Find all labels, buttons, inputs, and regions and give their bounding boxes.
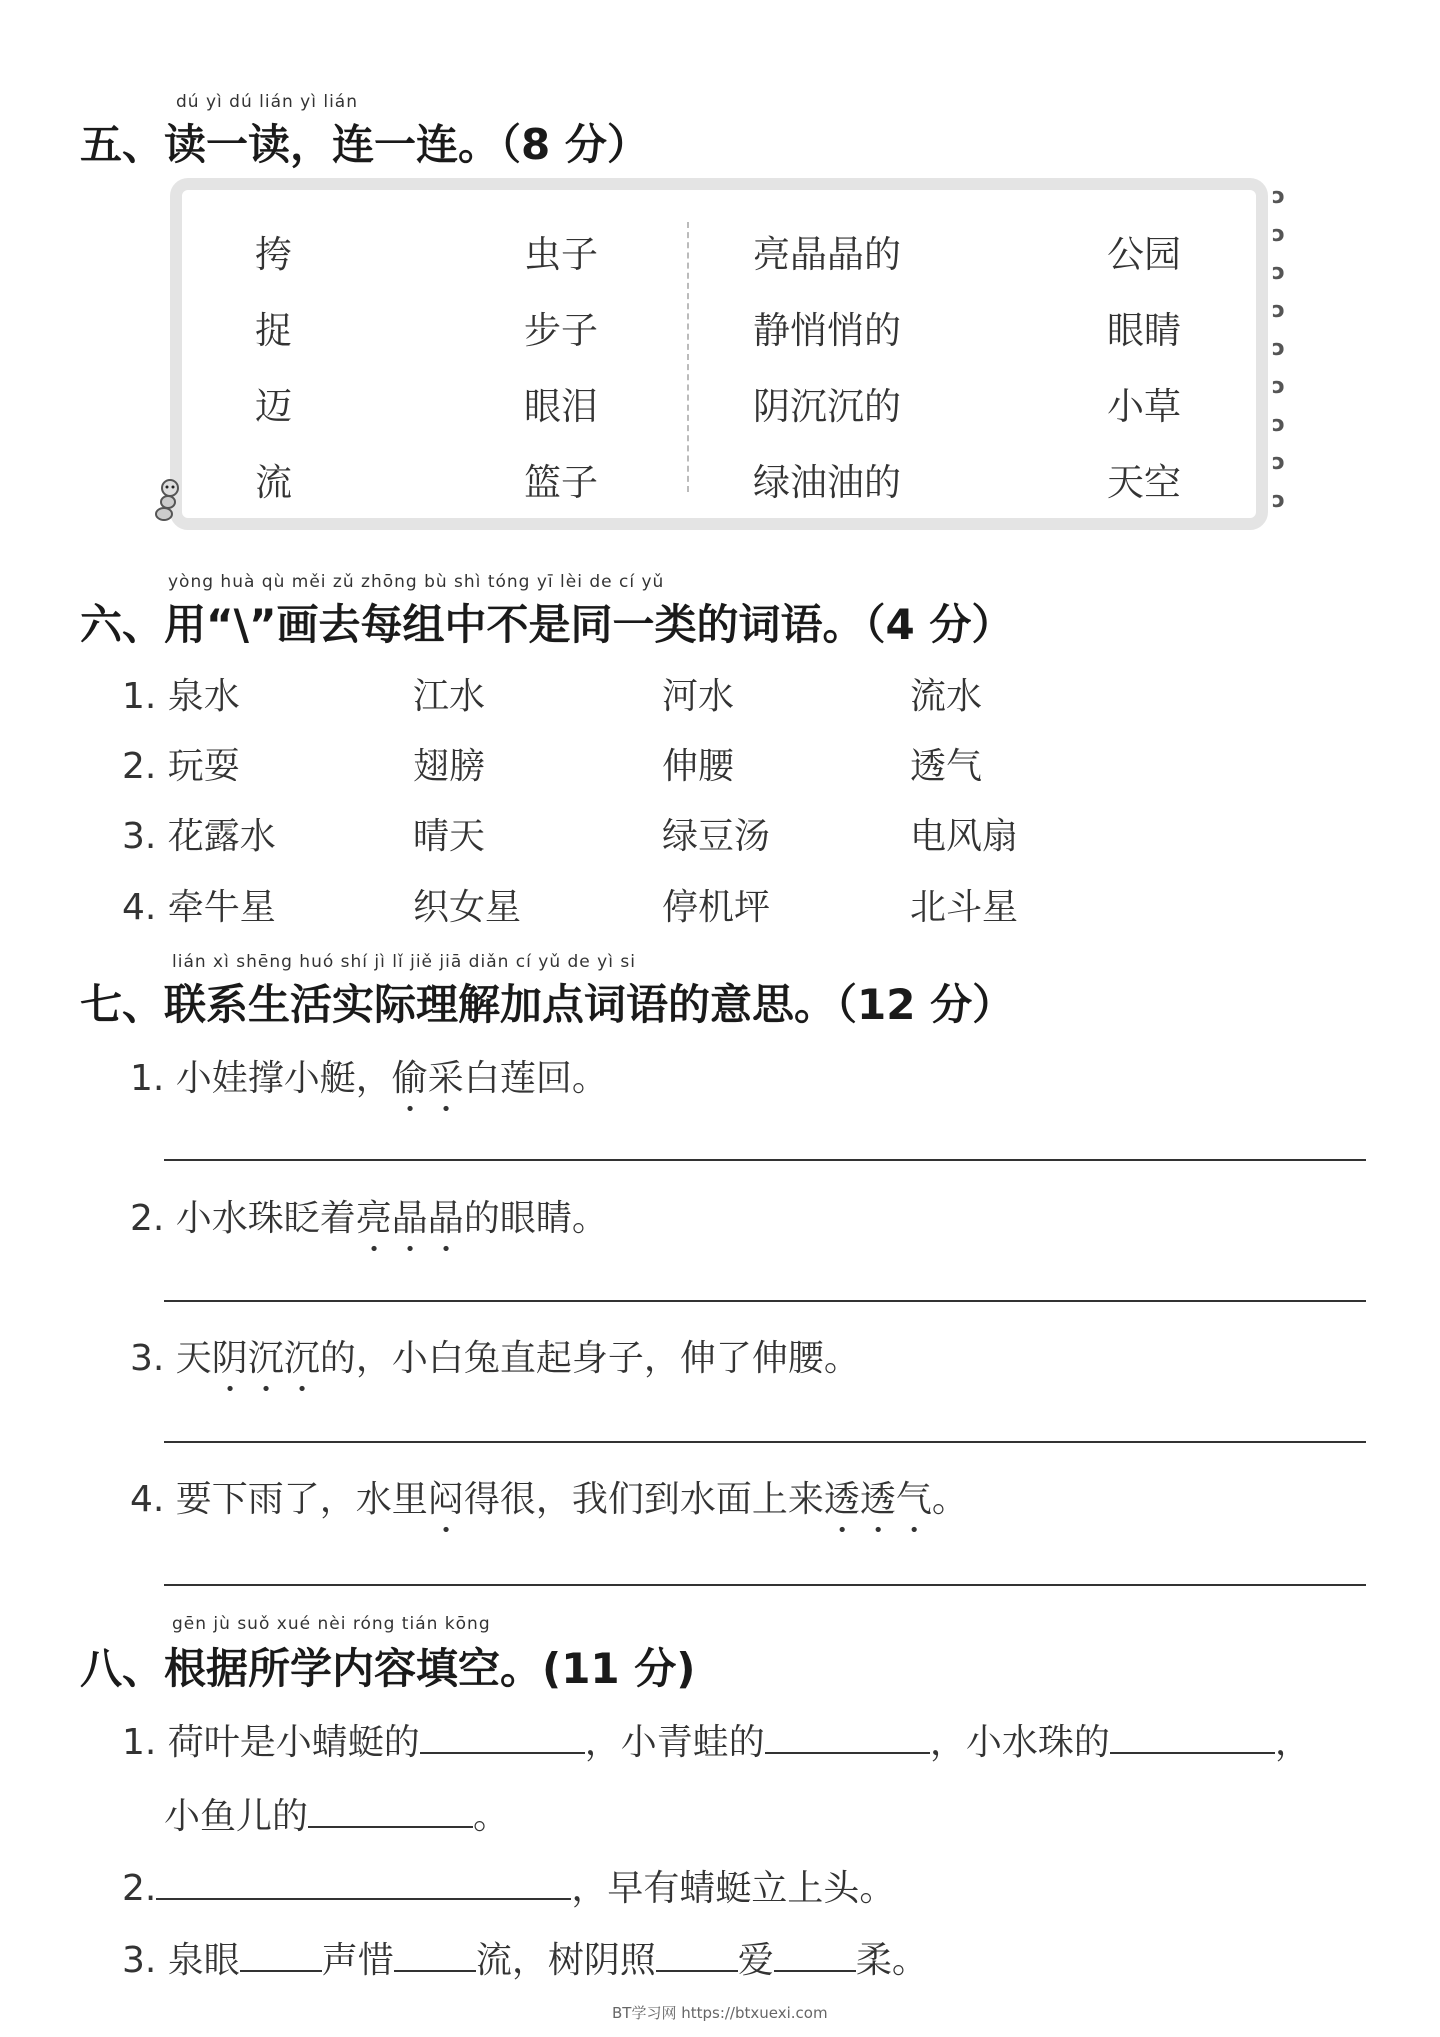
group-word[interactable]: 晴天: [413, 816, 486, 857]
match-word[interactable]: 静悄悄的: [753, 309, 901, 352]
blank[interactable]: [420, 1722, 585, 1754]
answer-line-4[interactable]: [164, 1584, 1366, 1586]
spiral-ring-icon: ɔ: [1272, 298, 1286, 323]
item-text: 2. 小水珠眨着: [130, 1198, 356, 1239]
blank[interactable]: [394, 1940, 476, 1972]
item-text: 声惜: [321, 1940, 394, 1981]
group-word-first[interactable]: 2. 玩耍: [122, 746, 240, 787]
answer-line-2[interactable]: [164, 1300, 1366, 1302]
spiral-ring-icon: ɔ: [1272, 374, 1286, 399]
item-text: 3. 天: [130, 1338, 212, 1379]
item-text: 。: [931, 1479, 968, 1520]
match-word[interactable]: 阴沉沉的: [753, 385, 901, 428]
section6-title: 六、用“\”画去每组中不是同一类的词语。（4 分）: [80, 600, 1014, 649]
spiral-ring-icon: ɔ: [1272, 450, 1286, 475]
item-text: 柔。: [855, 1940, 928, 1981]
matching-box: [170, 178, 1268, 530]
group-word-first[interactable]: 4. 牵牛星: [122, 887, 276, 928]
question-item: [130, 1190, 608, 1260]
answer-line-1[interactable]: [164, 1159, 1366, 1161]
spiral-ring-icon: ɔ: [1272, 222, 1286, 247]
caterpillar-icon: [150, 478, 184, 528]
match-word[interactable]: 天空: [1107, 461, 1181, 504]
footer-watermark: BT学习网 https://btxuexi.com: [612, 2004, 828, 2022]
group-word-first[interactable]: 1. 泉水: [122, 676, 240, 717]
dotted-word: 亮晶晶: [355, 1198, 464, 1239]
item-text: ，小水珠的: [929, 1722, 1110, 1763]
question-item: [130, 1330, 860, 1400]
match-word[interactable]: 步子: [524, 309, 598, 352]
dotted-word: 阴沉沉: [211, 1338, 320, 1379]
group-word[interactable]: 江水: [413, 676, 486, 717]
group-word[interactable]: 河水: [662, 676, 735, 717]
question-item: [130, 1471, 968, 1541]
item-text: ，小青蛙的: [584, 1722, 765, 1763]
item-text: 的眼睛。: [463, 1198, 608, 1239]
item-text: 得很，我们到水面上来: [463, 1479, 824, 1520]
group-word[interactable]: 绿豆汤: [662, 816, 771, 857]
spiral-ring-icon: ɔ: [1272, 336, 1286, 361]
blank[interactable]: [774, 1940, 856, 1972]
dotted-word: 透透气: [823, 1479, 932, 1520]
item-text: 的，小白兔直起身子，伸了伸腰。: [319, 1338, 860, 1379]
section7-title: 七、联系生活实际理解加点词语的意思。（12 分）: [80, 980, 1015, 1029]
group-word-first[interactable]: 3. 花露水: [122, 816, 276, 857]
section5-title: 五、读一读，连一连。（8 分）: [80, 120, 649, 169]
section7-pinyin: lián xì shēng huó shí jì lǐ jiě jiā diǎn cí yǔ de yì si: [172, 952, 636, 972]
item-text: ，: [1274, 1722, 1311, 1763]
fill-item-1: [122, 1714, 1311, 1765]
section6-pinyin: yòng huà qù měi zǔ zhōng bù shì tóng yī lèi de cí yǔ: [168, 572, 665, 592]
section8-pinyin: gēn jù suǒ xué nèi róng tián kōng: [172, 1614, 491, 1634]
fill-item-1-cont: [164, 1788, 509, 1839]
section8-title: 八、根据所学内容填空。(11 分): [80, 1644, 696, 1693]
match-word[interactable]: 虫子: [524, 233, 598, 276]
group-word[interactable]: 透气: [910, 746, 983, 787]
question-item: [130, 1050, 608, 1120]
item-text: 。: [473, 1796, 510, 1837]
blank[interactable]: [240, 1940, 322, 1972]
spiral-ring-icon: ɔ: [1272, 184, 1286, 209]
match-word[interactable]: 绿油油的: [753, 461, 901, 504]
group-word[interactable]: 停机坪: [662, 887, 771, 928]
match-word[interactable]: 亮晶晶的: [753, 233, 901, 276]
blank[interactable]: [1110, 1722, 1275, 1754]
dashed-divider: [687, 222, 689, 492]
blank[interactable]: [156, 1868, 571, 1900]
spiral-ring-icon: ɔ: [1272, 412, 1286, 437]
blank[interactable]: [765, 1722, 930, 1754]
match-word[interactable]: 公园: [1107, 233, 1181, 276]
item-text: 白莲回。: [463, 1058, 608, 1099]
item-text: 3. 泉眼: [122, 1940, 240, 1981]
group-word[interactable]: 翅膀: [413, 746, 486, 787]
item-text: 流，树阴照: [475, 1940, 656, 1981]
item-text: ，早有蜻蜓立上头。: [571, 1868, 896, 1909]
match-word[interactable]: 眼泪: [524, 385, 598, 428]
match-word[interactable]: 迈: [255, 385, 292, 428]
group-word[interactable]: 伸腰: [662, 746, 735, 787]
item-text: 1. 小娃撑小艇，: [130, 1058, 392, 1099]
match-word[interactable]: 流: [255, 461, 292, 504]
item-text: 爱: [737, 1940, 774, 1981]
group-word[interactable]: 北斗星: [910, 887, 1019, 928]
blank[interactable]: [308, 1796, 473, 1828]
dotted-word: 偷采: [391, 1058, 464, 1099]
fill-item-2: [122, 1860, 895, 1911]
spiral-ring-icon: ɔ: [1272, 488, 1286, 513]
item-text: 1. 荷叶是小蜻蜓的: [122, 1722, 420, 1763]
item-text: 2.: [122, 1868, 157, 1909]
match-word[interactable]: 眼睛: [1107, 309, 1181, 352]
match-word[interactable]: 小草: [1107, 385, 1181, 428]
group-word[interactable]: 流水: [910, 676, 983, 717]
match-word[interactable]: 挎: [255, 233, 292, 276]
section5-pinyin: dú yì dú lián yì lián: [176, 92, 358, 112]
item-text: 4. 要下雨了，水里: [130, 1479, 428, 1520]
match-word[interactable]: 捉: [255, 309, 292, 352]
fill-item-3: [122, 1932, 928, 1983]
answer-line-3[interactable]: [164, 1441, 1366, 1443]
group-word[interactable]: 织女星: [413, 887, 522, 928]
blank[interactable]: [656, 1940, 738, 1972]
group-word[interactable]: 电风扇: [910, 816, 1019, 857]
match-word[interactable]: 篮子: [524, 461, 598, 504]
dotted-word: 闷: [427, 1479, 464, 1520]
item-text: 小鱼儿的: [164, 1796, 309, 1837]
spiral-ring-icon: ɔ: [1272, 260, 1286, 285]
